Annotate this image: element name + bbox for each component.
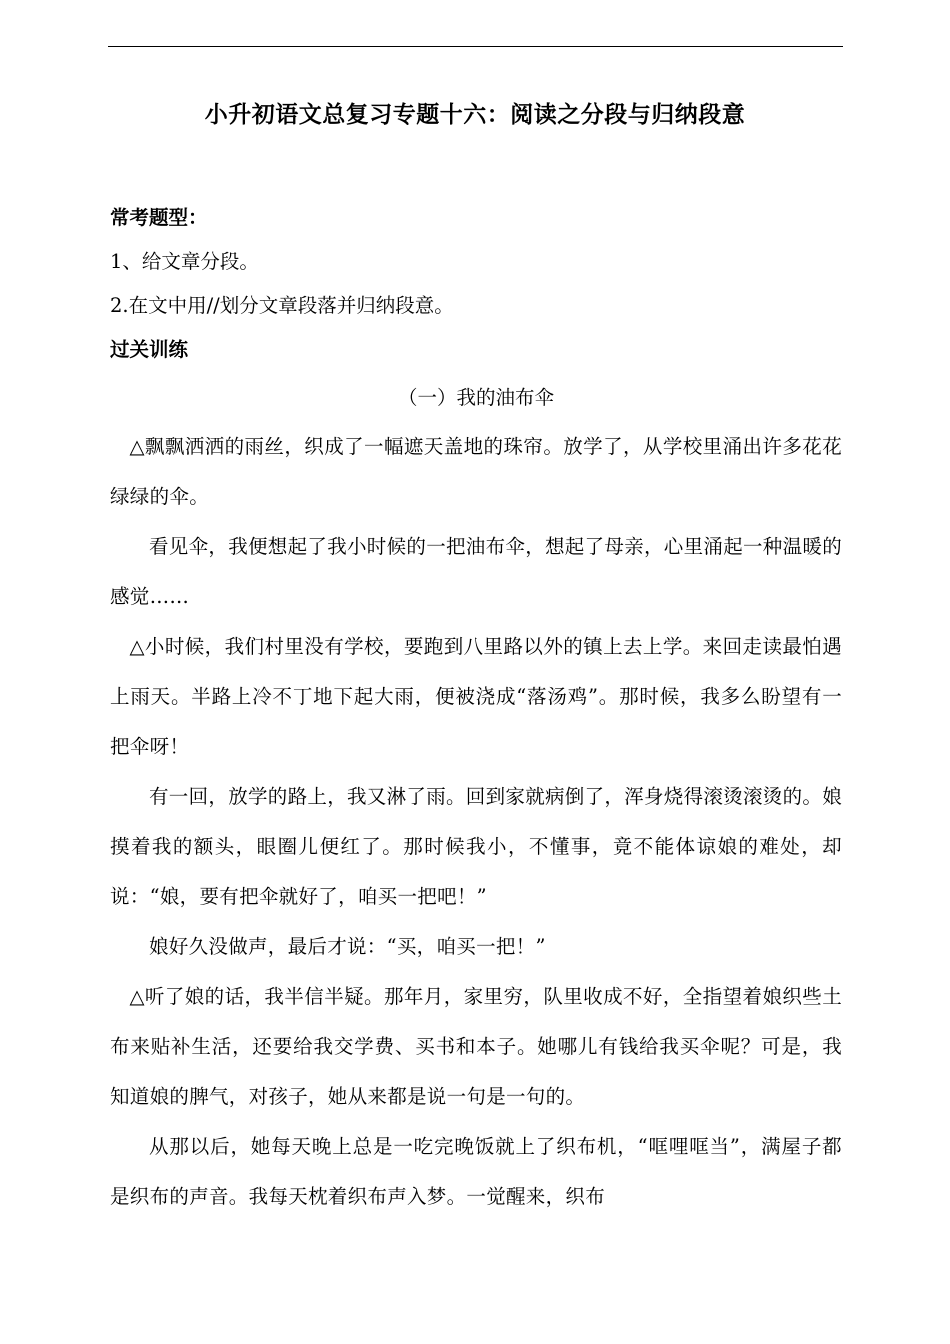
passage-paragraph: 有一回，放学的路上，我又淋了雨。回到家就病倒了，浑身烧得滚烫滚烫的。娘摸着我的额头，眼圈儿便红了。那时候我小，不懂事，竟不能体谅娘的难处，却说：“娘，要有把伞就好了，咱买一把吧！”: [110, 785, 843, 908]
document-body: [110, 196, 842, 1222]
passage-paragraph: 从那以后，她每天晚上总是一吃完晚饭就上了织布机，“哐哩哐当”，满屋子都是织布的声音。我每天枕着织布声入梦。一觉醒来，织布: [110, 1135, 842, 1208]
question-type-item: 1、给文章分段。: [110, 250, 259, 273]
passage-paragraph: △听了娘的话，我半信半疑。那年月，家里穷，队里收成不好，全指望着娘织些土布来贴补生活，还要给我交学费、买书和本子。她哪儿有钱给我买伞呢？可是，我知道娘的脾气，对孩子，她从来都是说一句是一句的。: [110, 985, 842, 1108]
document-title: 小升初语文总复习专题十六：阅读之分段与归纳段意: [204, 101, 746, 128]
question-type-item: 2.在文中用//划分文章段落并归纳段意。: [110, 294, 454, 317]
passage-paragraph: 看见伞，我便想起了我小时候的一把油布伞，想起了母亲，心里涌起一种温暖的感觉……: [110, 535, 843, 608]
section-title: （一）我的油布伞: [397, 386, 554, 409]
practice-heading: 过关训练: [110, 338, 189, 361]
passage-paragraph: △飘飘洒洒的雨丝，织成了一幅遮天盖地的珠帘。放学了，从学校里涌出许多花花绿绿的伞。: [110, 435, 842, 508]
header-rule: [108, 46, 843, 47]
passage-paragraph: △小时候，我们村里没有学校，要跑到八里路以外的镇上去上学。来回走读最怕遇上雨天。半路上冷不丁地下起大雨，便被浇成“落汤鸡”。那时候，我多么盼望有一把伞呀！: [110, 635, 842, 758]
question-types-heading: 常考题型：: [110, 206, 208, 229]
passage-paragraph: 娘好久没做声，最后才说：“买，咱买一把！”: [149, 935, 546, 958]
